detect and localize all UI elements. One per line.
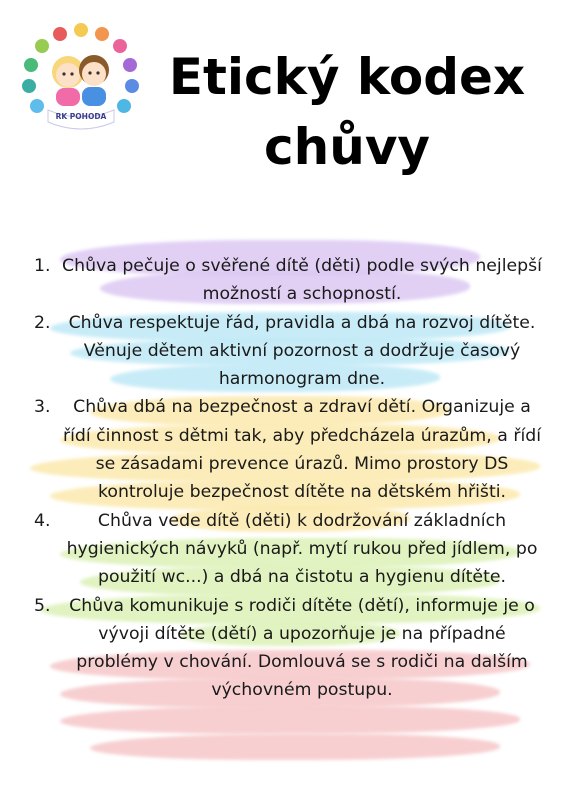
list-item-number: 4. — [34, 510, 51, 531]
rk-pohoda-logo — [18, 20, 144, 138]
logo-text: RK POHODA — [55, 112, 107, 121]
list-item-number: 2. — [34, 312, 51, 333]
brush-stroke — [60, 706, 520, 734]
list-item-number: 5. — [34, 595, 51, 616]
list-item-text: Chůva komunikuje s rodiči dítěte (dětí), informuje je o vývoji dítěte (dětí) a upozorňuje je na případné problémy v chování. Domlouvá se s rodiči na dalším výchovném postupu. — [69, 595, 535, 701]
title-line-2: chůvy — [263, 118, 430, 176]
list-item-text: Chůva respektuje řád, pravidla a dbá na rozvoj dítěte. Věnuje dětem aktivní pozornost a dodržuje časový harmonogram dne. — [68, 312, 536, 390]
list-item — [30, 252, 546, 309]
list-item — [30, 592, 546, 705]
list-item — [30, 309, 546, 394]
list-item-number: 3. — [34, 397, 51, 418]
list-item — [30, 507, 546, 592]
ethics-code-list — [30, 252, 546, 705]
brush-stroke — [90, 734, 500, 760]
list-item-text: Chůva pečuje o svěřené dítě (děti) podle svých nejlepší možností a schopností. — [62, 256, 542, 305]
title-line-1: Etický kodex — [168, 48, 526, 106]
list-item — [30, 393, 546, 506]
list-item-text: Chůva dbá na bezpečnost a zdraví dětí. Organizuje a řídí činnost s dětmi tak, aby předcházela úrazům, a řídí se zásadami prevence úrazů. Mimo prostory DS kontroluje bezpečnost dítěte na dětském hřišti. — [62, 397, 542, 503]
page-title — [150, 42, 544, 182]
list-item-number: 1. — [34, 256, 51, 276]
list-item-text: Chůva vede dítě (děti) k dodržování základních hygienických návyků (např. mytí rukou před jídlem, po použití wc...) a dbá na čistotu a hygienu dítěte. — [66, 510, 538, 588]
